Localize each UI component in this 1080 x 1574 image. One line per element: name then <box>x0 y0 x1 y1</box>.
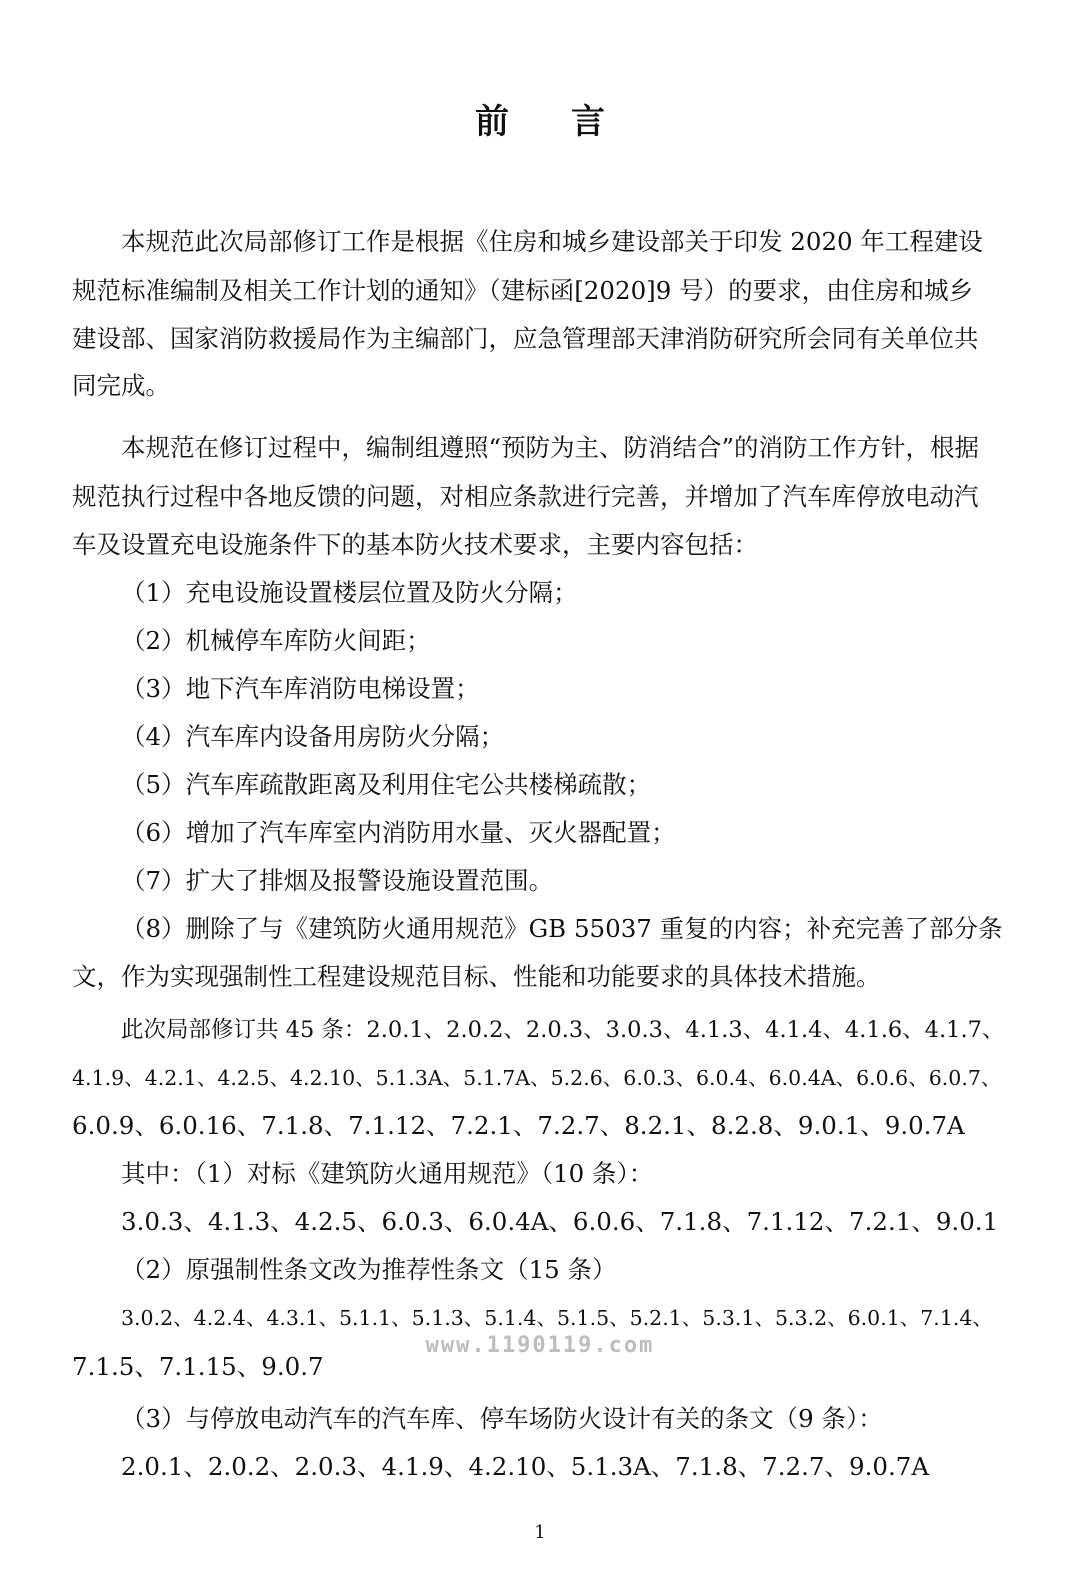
text-line: 规范标准编制及相关工作计划的通知》（建标函[2020]9 号）的要求，由住房和城乡 <box>72 276 974 305</box>
page-title: 前言 <box>475 102 667 142</box>
text-line: 规范执行过程中各地反馈的问题，对相应条款进行完善，并增加了汽车库停放电动汽 <box>72 482 979 511</box>
list-item: （5）汽车库疏散距离及利用住宅公共楼梯疏散； <box>121 770 652 799</box>
text-line: 3.0.3、4.1.3、4.2.5、6.0.3、6.0.4A、6.0.6、7.1.8、7.1.12、7.2.1、9.0.1 <box>121 1207 999 1236</box>
text-line: 本规范此次局部修订工作是根据《住房和城乡建设部关于印发 2020 年工程建设 <box>121 227 983 256</box>
list-item: （3）地下汽车库消防电梯设置； <box>121 674 480 703</box>
text-line: 2.0.1、2.0.2、2.0.3、4.1.9、4.2.10、5.1.3A、7.1.8、7.2.7、9.0.7A <box>121 1452 930 1481</box>
text-line: 此次局部修订共 45 条：2.0.1、2.0.2、2.0.3、3.0.3、4.1.3、4.1.4、4.1.6、4.1.7、 <box>121 1017 1005 1043</box>
page-number: 1 <box>534 1522 546 1543</box>
list-item: （7）扩大了排烟及报警设施设置范围。 <box>121 866 554 895</box>
text-line: 建设部、国家消防救援局作为主编部门，应急管理部天津消防研究所会同有关单位共 <box>72 324 979 353</box>
text-line: 本规范在修订过程中，编制组遵照“预防为主、防消结合”的消防工作方针，根据 <box>121 433 980 462</box>
text-line: 6.0.9、6.0.16、7.1.8、7.1.12、7.2.1、7.2.7、8.2.1、8.2.8、9.0.1、9.0.7A <box>72 1111 965 1140</box>
text-line: 文，作为实现强制性工程建设规范目标、性能和功能要求的具体技术措施。 <box>72 962 881 991</box>
list-item: （2）机械停车库防火间距； <box>121 626 431 655</box>
text-line: 同完成。 <box>72 371 170 400</box>
watermark: www.1190119.com <box>425 1333 655 1358</box>
list-item: （8）删除了与《建筑防火通用规范》GB 55037 重复的内容；补充完善了部分条 <box>121 914 1003 943</box>
text-line: 其中：（1）对标《建筑防火通用规范》（10 条）： <box>121 1159 654 1188</box>
text-line: 4.1.9、4.2.1、4.2.5、4.2.10、5.1.3A、5.1.7A、5.2.6、6.0.3、6.0.4、6.0.4A、6.0.6、6.0.7、 <box>72 1066 1002 1090</box>
list-item: （1）充电设施设置楼层位置及防火分隔； <box>121 578 578 607</box>
list-item: （6）增加了汽车库室内消防用水量、灭火器配置； <box>121 818 676 847</box>
list-item: （4）汽车库内设备用房防火分隔； <box>121 722 505 751</box>
text-line: 3.0.2、4.2.4、4.3.1、5.1.1、5.1.3、5.1.4、5.1.5、5.2.1、5.3.1、5.3.2、6.0.1、7.1.4、 <box>121 1306 993 1330</box>
text-line: （2）原强制性条文改为推荐性条文（15 条） <box>121 1255 617 1284</box>
text-line: 车及设置充电设施条件下的基本防火技术要求，主要内容包括： <box>72 530 758 559</box>
text-line: （3）与停放电动汽车的汽车库、停车场防火设计有关的条文（9 条）： <box>121 1404 883 1433</box>
text-line: 7.1.5、7.1.15、9.0.7 <box>72 1352 324 1381</box>
